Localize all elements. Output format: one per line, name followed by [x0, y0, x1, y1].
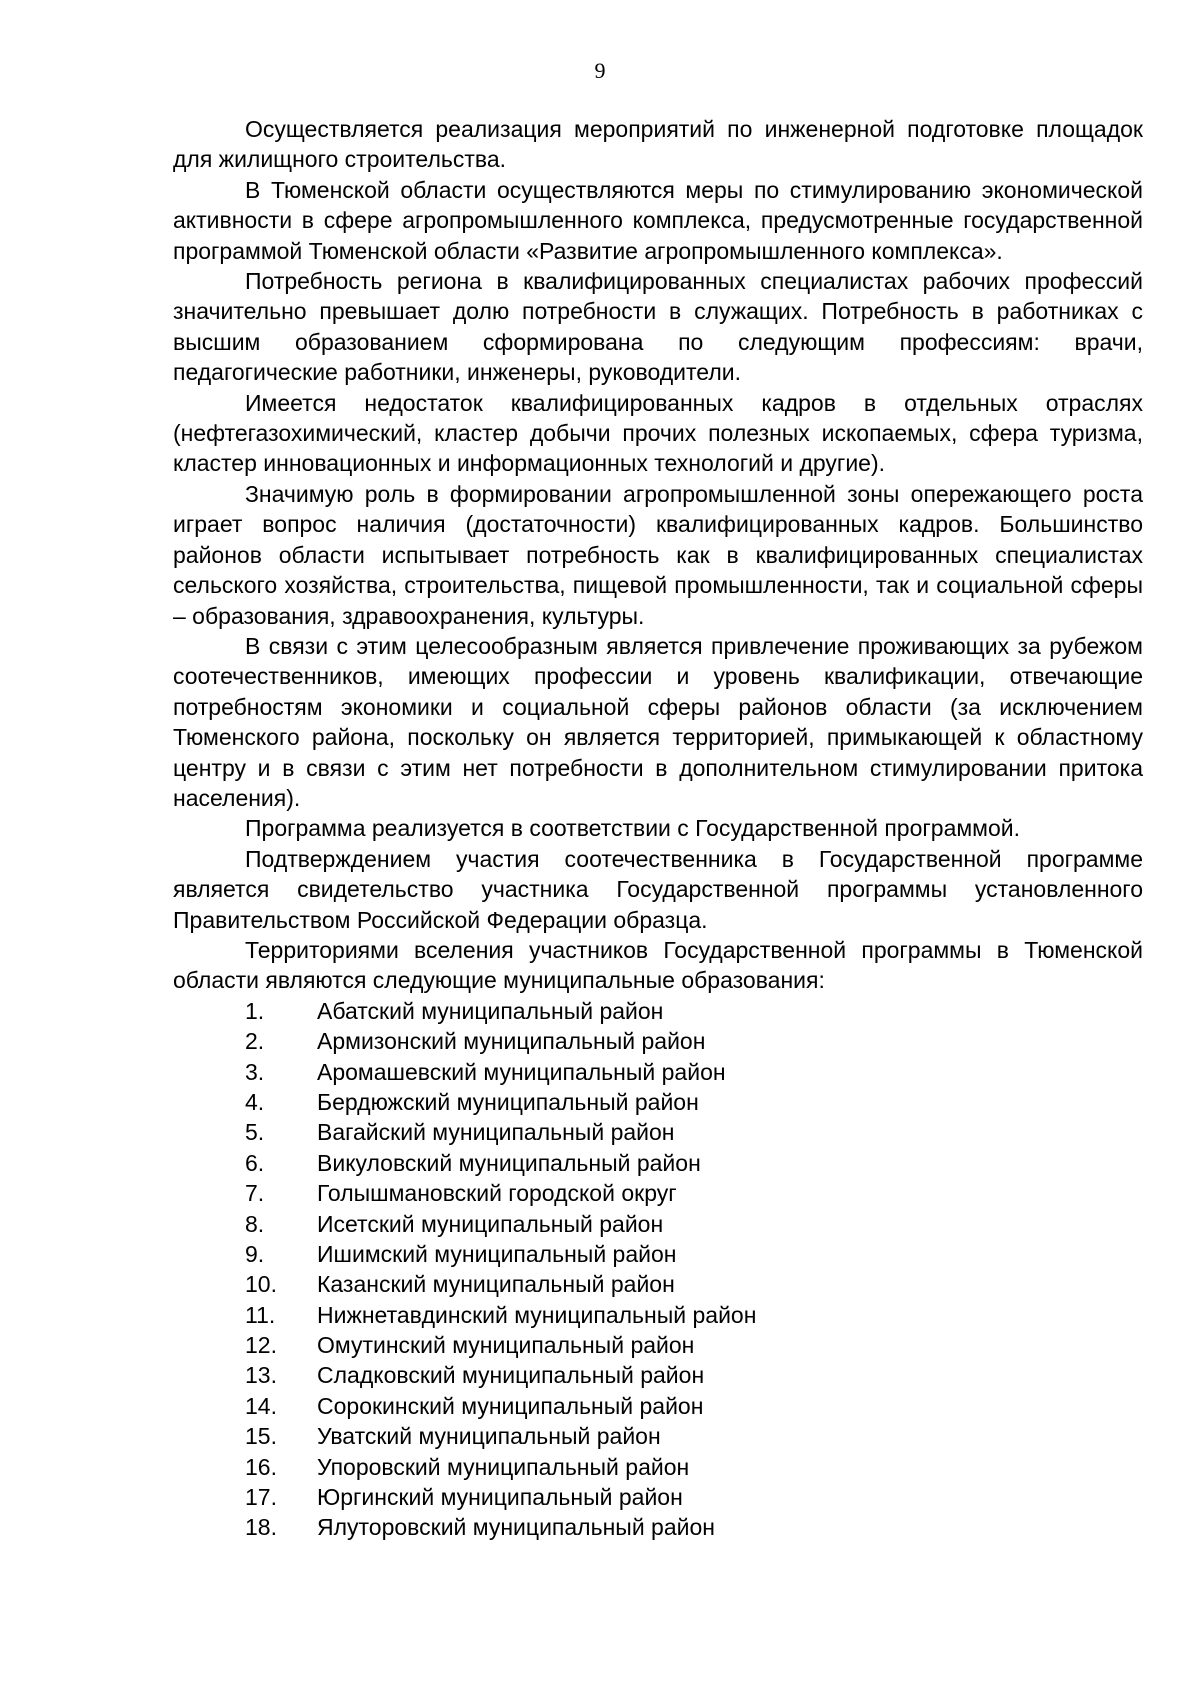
list-item-name: Ишимский муниципальный район: [317, 1240, 677, 1267]
list-item-number: 8.: [245, 1210, 265, 1237]
list-item: [173, 1452, 1143, 1482]
list-item-name: Бердюжский муниципальный район: [317, 1088, 699, 1115]
list-item-name: Армизонский муниципальный район: [317, 1028, 706, 1055]
list-item-name: Ялуторовский муниципальный район: [317, 1514, 715, 1541]
list-item-number: 15.: [245, 1423, 277, 1450]
list-item-number: 5.: [245, 1119, 265, 1146]
list-item: [173, 1209, 1143, 1239]
paragraph: Имеется недостаток квалифицированных кадров в отдельных отраслях (нефтегазохимический, кластер добычи прочих полезных ископаемых, сфера туризма, кластер инновационных и информационных технологий и другие).: [173, 389, 1143, 477]
list-item-number: 1.: [245, 997, 265, 1024]
list-item: [173, 1512, 1143, 1542]
list-item: [173, 1300, 1143, 1330]
list-item-number: 4.: [245, 1088, 265, 1115]
list-item-name: Голышмановский городской округ: [317, 1180, 677, 1207]
list-item-name: Нижнетавдинский муниципальный район: [317, 1301, 757, 1328]
list-item-number: 14.: [245, 1392, 277, 1419]
list-item-number: 7.: [245, 1180, 265, 1207]
list-item: [173, 1482, 1143, 1512]
list-item-name: Абатский муниципальный район: [317, 997, 664, 1024]
list-item-number: 2.: [245, 1028, 265, 1055]
paragraph: Программа реализуется в соответствии с Государственной программой.: [245, 815, 1021, 842]
document-body: [173, 114, 1143, 1543]
list-item: [173, 1057, 1143, 1087]
paragraph: Значимую роль в формировании агропромышленной зоны опережающего роста играет вопрос наличия (достаточности) квалифицированных кадров. Большинство районов области испытывает потребность как в квалифицированных специалистах сельского хозяйства, строительства, пищевой промышленности, так и социальной сферы – образования, здравоохранения, культуры.: [173, 480, 1143, 629]
paragraph: Потребность региона в квалифицированных специалистах рабочих профессий значительно превышает долю потребности в служащих. Потребность в работниках с высшим образованием сформирована по следующим профессиям: врачи, педагогические работники, инженеры, руководители.: [173, 268, 1143, 386]
list-item-name: Юргинский муниципальный район: [317, 1484, 683, 1511]
list-item-name: Сладковский муниципальный район: [317, 1362, 705, 1389]
list-item: [173, 1087, 1143, 1117]
list-item: [173, 1421, 1143, 1451]
list-item: [173, 1330, 1143, 1360]
list-item: [173, 1178, 1143, 1208]
list-item-name: Омутинский муниципальный район: [317, 1332, 695, 1359]
list-item-number: 12.: [245, 1332, 277, 1359]
list-item-name: Вагайский муниципальный район: [317, 1119, 675, 1146]
municipalities-list: [173, 996, 1143, 1543]
list-item: [173, 1269, 1143, 1299]
paragraph: В Тюменской области осуществляются меры по стимулированию экономической активности в сфере агропромышленного комплекса, предусмотренные государственной программой Тюменской области «Развитие агропромышленного комплекса».: [173, 176, 1143, 264]
list-item: [173, 1360, 1143, 1390]
list-item-number: 16.: [245, 1453, 277, 1480]
list-item: [173, 1148, 1143, 1178]
list-item: [173, 1117, 1143, 1147]
paragraph: Осуществляется реализация мероприятий по инженерной подготовке площадок для жилищного строительства.: [173, 116, 1143, 173]
list-item-name: Викуловский муниципальный район: [317, 1149, 701, 1176]
list-item-name: Упоровский муниципальный район: [317, 1453, 690, 1480]
paragraph: В связи с этим целесообразным является привлечение проживающих за рубежом соотечественников, имеющих профессии и уровень квалификации, отвечающие потребностям экономики и социальной сферы районов области (за исключением Тюменского района, поскольку он является территорией, примыкающей к областному центру и в связи с этим нет потребности в дополнительном стимулировании притока населения).: [173, 632, 1143, 811]
list-item-name: Аромашевский муниципальный район: [317, 1058, 726, 1085]
list-item-name: Уватский муниципальный район: [317, 1423, 661, 1450]
list-item: [173, 1239, 1143, 1269]
list-item-number: 3.: [245, 1058, 265, 1085]
list-item-number: 17.: [245, 1484, 277, 1511]
list-item: [173, 996, 1143, 1026]
list-item-name: Сорокинский муниципальный район: [317, 1392, 704, 1419]
paragraph: Территориями вселения участников Государственной программы в Тюменской области являются следующие муниципальные образования:: [173, 936, 1143, 994]
list-item-number: 13.: [245, 1362, 277, 1389]
paragraph: Подтверждением участия соотечественника в Государственной программе является свидетельство участника Государственной программы установленного Правительством Российской Федерации образца.: [173, 845, 1143, 933]
list-item-name: Казанский муниципальный район: [317, 1271, 675, 1298]
list-item-number: 6.: [245, 1149, 265, 1176]
list-item: [173, 1391, 1143, 1421]
list-item: [173, 1026, 1143, 1056]
list-item-number: 18.: [245, 1514, 277, 1541]
list-item-number: 11.: [245, 1301, 276, 1328]
list-item-number: 10.: [245, 1271, 277, 1298]
list-item-number: 9.: [245, 1240, 265, 1267]
page-number: 9: [594, 58, 606, 83]
list-item-name: Исетский муниципальный район: [317, 1210, 664, 1237]
